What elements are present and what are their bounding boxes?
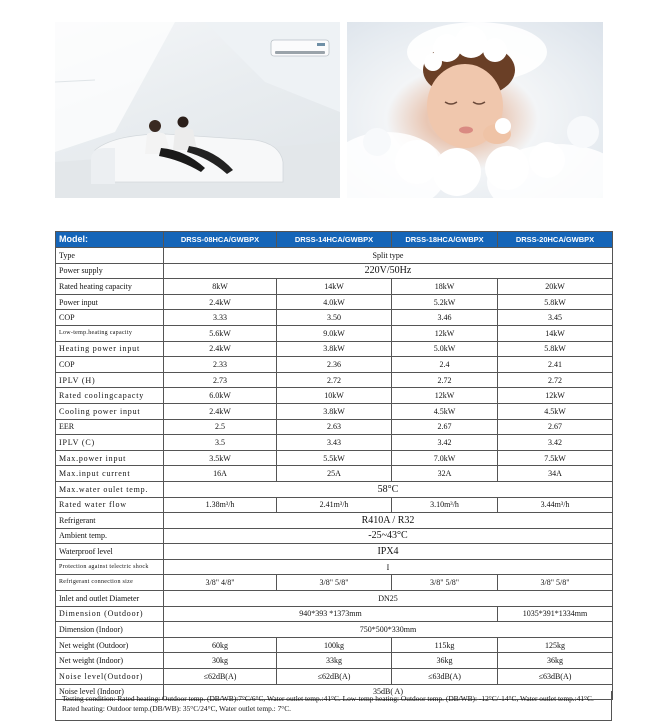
row-label: Power supply: [56, 263, 164, 279]
table-row: [56, 606, 613, 622]
table-row: [56, 248, 613, 264]
row-value: 2.4kW: [164, 294, 277, 310]
row-value: 5.0kW: [392, 341, 498, 357]
row-value: 5.6kW: [164, 325, 277, 341]
row-value: 10kW: [277, 388, 392, 404]
row-value: 3/8" 4/8": [164, 575, 277, 591]
row-value: ≤62dB(A): [164, 669, 277, 685]
table-row: [56, 466, 613, 482]
row-label: Max.input current: [56, 466, 164, 482]
row-value: 9.0kW: [277, 325, 392, 341]
table-row: [56, 419, 613, 435]
row-value: 18kW: [392, 279, 498, 295]
row-label: Waterproof level: [56, 544, 164, 560]
row-value: ≤63dB(A): [498, 669, 613, 685]
row-value: 3/8" 5/8": [498, 575, 613, 591]
row-value: 4.0kW: [277, 294, 392, 310]
row-value: 3.45: [498, 310, 613, 326]
row-value: 2.72: [277, 372, 392, 388]
row-value: 36kg: [498, 653, 613, 669]
row-value: 3.8kW: [277, 403, 392, 419]
table-row: [56, 357, 613, 373]
row-value: 2.36: [277, 357, 392, 373]
row-value: 2.41: [498, 357, 613, 373]
row-label: IPLV (H): [56, 372, 164, 388]
row-label: Dimension (Outdoor): [56, 606, 164, 622]
row-value: 3.8kW: [277, 341, 392, 357]
row-value: 3/8" 5/8": [277, 575, 392, 591]
row-value: 3.42: [498, 435, 613, 451]
table-row: [56, 528, 613, 544]
row-label: Ambient temp.: [56, 528, 164, 544]
table-row: [56, 637, 613, 653]
table-row: [56, 591, 613, 607]
table-row: [56, 559, 613, 575]
row-value: 2.41m³/h: [277, 497, 392, 513]
row-value: 1.38m³/h: [164, 497, 277, 513]
row-label: Rated water flow: [56, 497, 164, 513]
row-label: Rated heating capacity: [56, 279, 164, 295]
row-value: 36kg: [392, 653, 498, 669]
row-value: 2.72: [392, 372, 498, 388]
row-value: 3.50: [277, 310, 392, 326]
row-label: Heating power input: [56, 341, 164, 357]
row-value: 115kg: [392, 637, 498, 653]
table-row: [56, 310, 613, 326]
table-row: [56, 481, 613, 497]
table-row: [56, 435, 613, 451]
row-value: 30kg: [164, 653, 277, 669]
bubble-bath-photo: [347, 22, 603, 198]
row-label: Max.water oulet temp.: [56, 481, 164, 497]
row-value: 12kW: [392, 388, 498, 404]
row-value: 2.63: [277, 419, 392, 435]
table-row: [56, 279, 613, 295]
row-value: 2.67: [498, 419, 613, 435]
table-row: [56, 575, 613, 591]
table-row: [56, 388, 613, 404]
row-value: 3.43: [277, 435, 392, 451]
row-label: COP: [56, 357, 164, 373]
row-merged-value: Split type: [164, 248, 613, 264]
row-merged-value: 35dB( A): [164, 684, 613, 700]
row-value: 100kg: [277, 637, 392, 653]
row-value: 60kg: [164, 637, 277, 653]
row-label: Max.power input: [56, 450, 164, 466]
table-row: [56, 263, 613, 279]
row-value: 6.0kW: [164, 388, 277, 404]
table-row: [56, 622, 613, 638]
row-label: Inlet and outlet Diameter: [56, 591, 164, 607]
row-value: 2.4kW: [164, 403, 277, 419]
living-room-illustration: [55, 22, 340, 198]
table-header-row: [56, 232, 613, 248]
table-row: [56, 544, 613, 560]
table-row: [56, 497, 613, 513]
row-value: 3.33: [164, 310, 277, 326]
row-value: 2.5: [164, 419, 277, 435]
row-value: 20kW: [498, 279, 613, 295]
living-room-photo: [55, 22, 340, 198]
header-model-label: Model:: [56, 232, 164, 248]
row-group-value: 940*393 *1373mm: [164, 606, 498, 622]
header-model-1: DRSS-08HCA/GWBPX: [164, 232, 277, 248]
row-merged-value: I: [164, 559, 613, 575]
row-value: 3.46: [392, 310, 498, 326]
header-model-3: DRSS-18HCA/GWBPX: [392, 232, 498, 248]
row-value: 3.10m³/h: [392, 497, 498, 513]
row-value: 2.73: [164, 372, 277, 388]
row-label: COP: [56, 310, 164, 326]
row-merged-value: -25~43°C: [164, 528, 613, 544]
row-label: Refrigerant connection size: [56, 575, 164, 591]
table-row: [56, 341, 613, 357]
row-merged-value: 750*500*330mm: [164, 622, 613, 638]
row-value: 16A: [164, 466, 277, 482]
table-row: [56, 294, 613, 310]
row-label: Net weight (Outdoor): [56, 637, 164, 653]
spec-table-container: [55, 231, 612, 700]
row-value: 7.0kW: [392, 450, 498, 466]
row-value: 5.2kW: [392, 294, 498, 310]
row-label: Rated coolingcapacty: [56, 388, 164, 404]
row-value: 3.44m³/h: [498, 497, 613, 513]
row-value: 3.5kW: [164, 450, 277, 466]
row-value: 125kg: [498, 637, 613, 653]
header-model-2: DRSS-14HCA/GWBPX: [277, 232, 392, 248]
row-value: 5.5kW: [277, 450, 392, 466]
row-label: EER: [56, 419, 164, 435]
row-value: 3.5: [164, 435, 277, 451]
table-row: [56, 372, 613, 388]
row-value: 25A: [277, 466, 392, 482]
row-merged-value: 220V/50Hz: [164, 263, 613, 279]
row-value: 1035*391*1334mm: [498, 606, 613, 622]
row-label: Cooling power input: [56, 403, 164, 419]
table-row: [56, 450, 613, 466]
testing-condition-note: Testing condition: Rated heating: Outdoor temp. (DB/WB):7°C/6°C, Water outlet temp.:41°C. Low-temp heating: Outdoor temp. (DB/WB): -12°C/-14°C, Water outlet temp.:41°C. Rated heating: Outdoor temp.(DB/WB): 35°C/24°C, Water outlet temp.: 7°C.: [55, 691, 612, 721]
row-value: 2.67: [392, 419, 498, 435]
row-value: 4.5kW: [498, 403, 613, 419]
spec-table: [55, 231, 613, 700]
row-value: 8kW: [164, 279, 277, 295]
row-value: 14kW: [498, 325, 613, 341]
row-label: Low-temp.heating capacity: [56, 325, 164, 341]
row-label: Net weight (Indoor): [56, 653, 164, 669]
table-row: [56, 513, 613, 529]
row-label: Noise level (Indoor): [56, 684, 164, 700]
row-value: 5.8kW: [498, 341, 613, 357]
row-value: 3.42: [392, 435, 498, 451]
row-value: ≤62dB(A): [277, 669, 392, 685]
row-value: 14kW: [277, 279, 392, 295]
row-label: Refrigerant: [56, 513, 164, 529]
bubble-bath-illustration: [347, 22, 603, 198]
row-value: 7.5kW: [498, 450, 613, 466]
row-merged-value: DN25: [164, 591, 613, 607]
header-model-4: DRSS-20HCA/GWBPX: [498, 232, 613, 248]
row-merged-value: 58°C: [164, 481, 613, 497]
row-merged-value: R410A / R32: [164, 513, 613, 529]
row-label: Protection against telectric shock: [56, 559, 164, 575]
table-row: [56, 669, 613, 685]
row-value: 2.33: [164, 357, 277, 373]
row-value: 12kW: [498, 388, 613, 404]
row-value: 3/8" 5/8": [392, 575, 498, 591]
row-label: Type: [56, 248, 164, 264]
row-value: ≤63dB(A): [392, 669, 498, 685]
table-row: [56, 653, 613, 669]
row-value: 12kW: [392, 325, 498, 341]
row-merged-value: IPX4: [164, 544, 613, 560]
row-label: IPLV (C): [56, 435, 164, 451]
row-value: 2.72: [498, 372, 613, 388]
row-value: 34A: [498, 466, 613, 482]
table-row: [56, 325, 613, 341]
row-value: 2.4kW: [164, 341, 277, 357]
row-label: Dimension (Indoor): [56, 622, 164, 638]
row-value: 32A: [392, 466, 498, 482]
row-value: 2.4: [392, 357, 498, 373]
row-label: Power input: [56, 294, 164, 310]
table-row: [56, 403, 613, 419]
row-value: 33kg: [277, 653, 392, 669]
row-value: 5.8kW: [498, 294, 613, 310]
row-label: Noise level(Outdoor): [56, 669, 164, 685]
air-conditioner-icon: [271, 40, 329, 56]
row-value: 4.5kW: [392, 403, 498, 419]
